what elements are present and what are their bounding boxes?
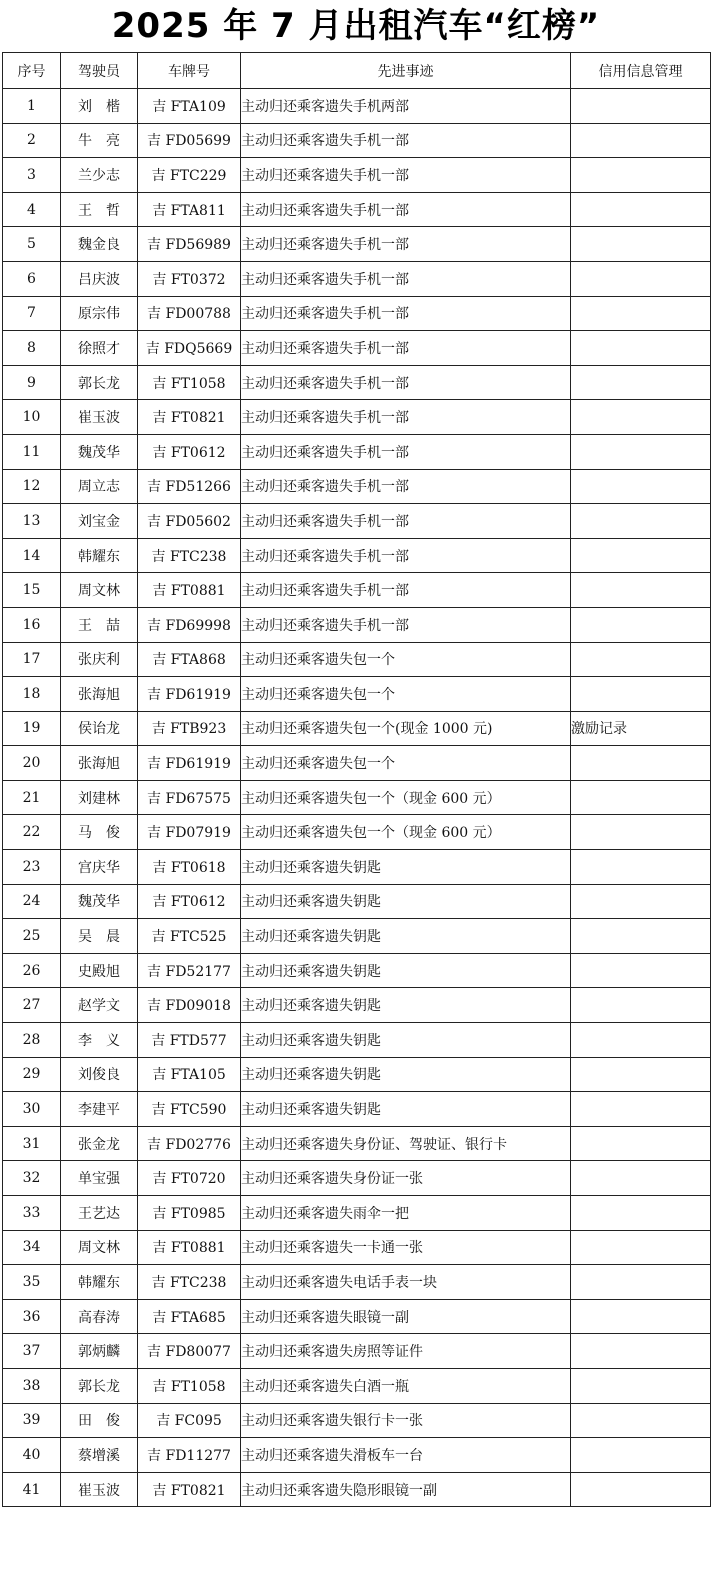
table-row xyxy=(3,919,711,954)
cell-credit xyxy=(571,538,711,573)
table-row xyxy=(3,296,711,331)
cell-plate: 吉 FC095 xyxy=(138,1403,241,1438)
cell-driver: 田 俊 xyxy=(61,1403,138,1438)
cell-deed: 主动归还乘客遗失包一个(现金 1000 元) xyxy=(241,711,571,746)
cell-no: 3 xyxy=(3,158,61,193)
cell-driver: 周立志 xyxy=(61,469,138,504)
cell-plate: 吉 FD80077 xyxy=(138,1334,241,1369)
table-row xyxy=(3,1403,711,1438)
cell-plate: 吉 FTA685 xyxy=(138,1299,241,1334)
cell-plate: 吉 FTC590 xyxy=(138,1092,241,1127)
cell-driver: 李建平 xyxy=(61,1092,138,1127)
table-row xyxy=(3,261,711,296)
cell-driver: 蔡增溪 xyxy=(61,1438,138,1473)
cell-credit xyxy=(571,331,711,366)
cell-credit xyxy=(571,1299,711,1334)
cell-deed: 主动归还乘客遗失手机一部 xyxy=(241,261,571,296)
cell-driver: 张庆利 xyxy=(61,642,138,677)
cell-deed: 主动归还乘客遗失手机一部 xyxy=(241,573,571,608)
cell-no: 2 xyxy=(3,123,61,158)
cell-no: 9 xyxy=(3,365,61,400)
cell-deed: 主动归还乘客遗失钥匙 xyxy=(241,850,571,885)
cell-driver: 史殿旭 xyxy=(61,953,138,988)
cell-deed: 主动归还乘客遗失滑板车一台 xyxy=(241,1438,571,1473)
table-row xyxy=(3,1126,711,1161)
cell-driver: 徐照才 xyxy=(61,331,138,366)
cell-no: 12 xyxy=(3,469,61,504)
cell-deed: 主动归还乘客遗失房照等证件 xyxy=(241,1334,571,1369)
cell-credit xyxy=(571,850,711,885)
cell-plate: 吉 FTC238 xyxy=(138,538,241,573)
cell-credit xyxy=(571,746,711,781)
cell-deed: 主动归还乘客遗失手机一部 xyxy=(241,400,571,435)
cell-no: 24 xyxy=(3,884,61,919)
cell-no: 32 xyxy=(3,1161,61,1196)
cell-no: 17 xyxy=(3,642,61,677)
cell-credit xyxy=(571,919,711,954)
table-row xyxy=(3,1196,711,1231)
cell-credit xyxy=(571,642,711,677)
cell-deed: 主动归还乘客遗失手机一部 xyxy=(241,296,571,331)
table-row xyxy=(3,504,711,539)
cell-driver: 兰少志 xyxy=(61,158,138,193)
cell-no: 5 xyxy=(3,227,61,262)
cell-plate: 吉 FD02776 xyxy=(138,1126,241,1161)
cell-plate: 吉 FD61919 xyxy=(138,677,241,712)
cell-driver: 魏茂华 xyxy=(61,434,138,469)
table-row xyxy=(3,192,711,227)
table-row xyxy=(3,434,711,469)
table-row xyxy=(3,365,711,400)
table-row xyxy=(3,573,711,608)
cell-plate: 吉 FTA105 xyxy=(138,1057,241,1092)
cell-no: 23 xyxy=(3,850,61,885)
table-row xyxy=(3,538,711,573)
cell-driver: 刘建林 xyxy=(61,780,138,815)
cell-plate: 吉 FTA109 xyxy=(138,89,241,124)
cell-deed: 主动归还乘客遗失手机两部 xyxy=(241,89,571,124)
table-row xyxy=(3,815,711,850)
table-row xyxy=(3,1299,711,1334)
cell-plate: 吉 FD67575 xyxy=(138,780,241,815)
cell-credit xyxy=(571,1196,711,1231)
header-no: 序号 xyxy=(3,53,61,89)
cell-no: 25 xyxy=(3,919,61,954)
cell-no: 18 xyxy=(3,677,61,712)
cell-credit xyxy=(571,261,711,296)
cell-driver: 高春涛 xyxy=(61,1299,138,1334)
cell-no: 10 xyxy=(3,400,61,435)
cell-plate: 吉 FD09018 xyxy=(138,988,241,1023)
cell-driver: 牛 亮 xyxy=(61,123,138,158)
cell-plate: 吉 FD07919 xyxy=(138,815,241,850)
table-row xyxy=(3,607,711,642)
header-driver: 驾驶员 xyxy=(61,53,138,89)
cell-credit xyxy=(571,296,711,331)
cell-plate: 吉 FT0372 xyxy=(138,261,241,296)
table-row xyxy=(3,123,711,158)
cell-no: 29 xyxy=(3,1057,61,1092)
cell-driver: 刘宝金 xyxy=(61,504,138,539)
cell-credit xyxy=(571,89,711,124)
cell-plate: 吉 FTD577 xyxy=(138,1023,241,1058)
cell-driver: 郭长龙 xyxy=(61,365,138,400)
table-row xyxy=(3,227,711,262)
table-row xyxy=(3,1057,711,1092)
cell-driver: 张海旭 xyxy=(61,746,138,781)
cell-plate: 吉 FD61919 xyxy=(138,746,241,781)
cell-credit xyxy=(571,158,711,193)
table-row xyxy=(3,884,711,919)
cell-credit xyxy=(571,1161,711,1196)
cell-deed: 主动归还乘客遗失手机一部 xyxy=(241,123,571,158)
cell-credit xyxy=(571,573,711,608)
cell-deed: 主动归还乘客遗失手机一部 xyxy=(241,365,571,400)
cell-deed: 主动归还乘客遗失钥匙 xyxy=(241,1057,571,1092)
cell-plate: 吉 FT0618 xyxy=(138,850,241,885)
cell-plate: 吉 FD11277 xyxy=(138,1438,241,1473)
cell-deed: 主动归还乘客遗失手机一部 xyxy=(241,192,571,227)
cell-deed: 主动归还乘客遗失钥匙 xyxy=(241,919,571,954)
table-row xyxy=(3,746,711,781)
cell-deed: 主动归还乘客遗失眼镜一副 xyxy=(241,1299,571,1334)
cell-plate: 吉 FTA811 xyxy=(138,192,241,227)
cell-plate: 吉 FD00788 xyxy=(138,296,241,331)
cell-deed: 主动归还乘客遗失身份证、驾驶证、银行卡 xyxy=(241,1126,571,1161)
cell-driver: 李 义 xyxy=(61,1023,138,1058)
cell-no: 33 xyxy=(3,1196,61,1231)
cell-driver: 韩耀东 xyxy=(61,538,138,573)
cell-plate: 吉 FD51266 xyxy=(138,469,241,504)
cell-deed: 主动归还乘客遗失钥匙 xyxy=(241,1023,571,1058)
cell-plate: 吉 FT0612 xyxy=(138,884,241,919)
cell-plate: 吉 FT0985 xyxy=(138,1196,241,1231)
cell-credit: 激励记录 xyxy=(571,711,711,746)
cell-driver: 原宗伟 xyxy=(61,296,138,331)
table-row xyxy=(3,780,711,815)
table-row xyxy=(3,1265,711,1300)
cell-credit xyxy=(571,815,711,850)
cell-driver: 刘俊良 xyxy=(61,1057,138,1092)
cell-deed: 主动归还乘客遗失银行卡一张 xyxy=(241,1403,571,1438)
cell-deed: 主动归还乘客遗失手机一部 xyxy=(241,434,571,469)
cell-driver: 吴 晨 xyxy=(61,919,138,954)
cell-deed: 主动归还乘客遗失雨伞一把 xyxy=(241,1196,571,1231)
cell-no: 37 xyxy=(3,1334,61,1369)
cell-plate: 吉 FT0821 xyxy=(138,400,241,435)
cell-credit xyxy=(571,780,711,815)
cell-credit xyxy=(571,469,711,504)
cell-no: 16 xyxy=(3,607,61,642)
cell-driver: 崔玉波 xyxy=(61,400,138,435)
cell-credit xyxy=(571,1057,711,1092)
table-header-row xyxy=(3,53,711,89)
cell-no: 21 xyxy=(3,780,61,815)
cell-deed: 主动归还乘客遗失手机一部 xyxy=(241,504,571,539)
cell-plate: 吉 FTC525 xyxy=(138,919,241,954)
cell-plate: 吉 FD05602 xyxy=(138,504,241,539)
table-row xyxy=(3,1161,711,1196)
cell-credit xyxy=(571,953,711,988)
cell-plate: 吉 FT0881 xyxy=(138,573,241,608)
table-row xyxy=(3,642,711,677)
cell-credit xyxy=(571,1092,711,1127)
cell-no: 11 xyxy=(3,434,61,469)
cell-deed: 主动归还乘客遗失手机一部 xyxy=(241,469,571,504)
cell-deed: 主动归还乘客遗失隐形眼镜一副 xyxy=(241,1472,571,1507)
cell-credit xyxy=(571,884,711,919)
cell-driver: 张金龙 xyxy=(61,1126,138,1161)
header-credit: 信用信息管理 xyxy=(571,53,711,89)
cell-no: 30 xyxy=(3,1092,61,1127)
table-row xyxy=(3,1438,711,1473)
cell-plate: 吉 FTC229 xyxy=(138,158,241,193)
cell-driver: 宫庆华 xyxy=(61,850,138,885)
cell-driver: 王 喆 xyxy=(61,607,138,642)
cell-no: 34 xyxy=(3,1230,61,1265)
cell-credit xyxy=(571,1438,711,1473)
table-row xyxy=(3,850,711,885)
cell-credit xyxy=(571,504,711,539)
cell-no: 8 xyxy=(3,331,61,366)
cell-credit xyxy=(571,1023,711,1058)
cell-no: 1 xyxy=(3,89,61,124)
header-deed: 先进事迹 xyxy=(241,53,571,89)
cell-no: 6 xyxy=(3,261,61,296)
header-plate: 车牌号 xyxy=(138,53,241,89)
cell-no: 22 xyxy=(3,815,61,850)
cell-no: 13 xyxy=(3,504,61,539)
cell-driver: 魏金良 xyxy=(61,227,138,262)
cell-credit xyxy=(571,1126,711,1161)
table-row xyxy=(3,469,711,504)
cell-deed: 主动归还乘客遗失钥匙 xyxy=(241,953,571,988)
cell-driver: 刘 楷 xyxy=(61,89,138,124)
cell-no: 27 xyxy=(3,988,61,1023)
cell-driver: 周文林 xyxy=(61,573,138,608)
cell-no: 40 xyxy=(3,1438,61,1473)
cell-plate: 吉 FT0821 xyxy=(138,1472,241,1507)
cell-driver: 单宝强 xyxy=(61,1161,138,1196)
cell-credit xyxy=(571,1230,711,1265)
cell-driver: 郭炳麟 xyxy=(61,1334,138,1369)
cell-deed: 主动归还乘客遗失手机一部 xyxy=(241,158,571,193)
cell-driver: 郭长龙 xyxy=(61,1368,138,1403)
cell-no: 39 xyxy=(3,1403,61,1438)
table-row xyxy=(3,711,711,746)
cell-credit xyxy=(571,1368,711,1403)
cell-plate: 吉 FT1058 xyxy=(138,365,241,400)
cell-credit xyxy=(571,123,711,158)
table-row xyxy=(3,953,711,988)
cell-no: 19 xyxy=(3,711,61,746)
cell-credit xyxy=(571,1472,711,1507)
cell-driver: 张海旭 xyxy=(61,677,138,712)
cell-plate: 吉 FD52177 xyxy=(138,953,241,988)
cell-plate: 吉 FT0612 xyxy=(138,434,241,469)
cell-deed: 主动归还乘客遗失手机一部 xyxy=(241,538,571,573)
cell-deed: 主动归还乘客遗失一卡通一张 xyxy=(241,1230,571,1265)
table-row xyxy=(3,988,711,1023)
cell-driver: 王 哲 xyxy=(61,192,138,227)
cell-credit xyxy=(571,400,711,435)
cell-deed: 主动归还乘客遗失手机一部 xyxy=(241,331,571,366)
cell-driver: 周文林 xyxy=(61,1230,138,1265)
cell-no: 7 xyxy=(3,296,61,331)
cell-credit xyxy=(571,227,711,262)
table-row xyxy=(3,400,711,435)
cell-deed: 主动归还乘客遗失电话手表一块 xyxy=(241,1265,571,1300)
cell-plate: 吉 FTA868 xyxy=(138,642,241,677)
cell-no: 15 xyxy=(3,573,61,608)
cell-driver: 赵学文 xyxy=(61,988,138,1023)
cell-plate: 吉 FTB923 xyxy=(138,711,241,746)
cell-deed: 主动归还乘客遗失包一个 xyxy=(241,746,571,781)
table-row xyxy=(3,1334,711,1369)
cell-deed: 主动归还乘客遗失钥匙 xyxy=(241,988,571,1023)
cell-credit xyxy=(571,434,711,469)
cell-driver: 吕庆波 xyxy=(61,261,138,296)
page-title: 2025 年 7 月出租汽车“红榜” xyxy=(111,6,601,46)
table-row xyxy=(3,1092,711,1127)
cell-no: 28 xyxy=(3,1023,61,1058)
cell-credit xyxy=(571,677,711,712)
cell-deed: 主动归还乘客遗失手机一部 xyxy=(241,607,571,642)
table-row xyxy=(3,331,711,366)
cell-driver: 马 俊 xyxy=(61,815,138,850)
cell-driver: 韩耀东 xyxy=(61,1265,138,1300)
cell-driver: 魏茂华 xyxy=(61,884,138,919)
cell-no: 41 xyxy=(3,1472,61,1507)
honor-roll-table xyxy=(2,52,711,1507)
cell-driver: 侯诒龙 xyxy=(61,711,138,746)
cell-plate: 吉 FD56989 xyxy=(138,227,241,262)
cell-no: 20 xyxy=(3,746,61,781)
cell-no: 14 xyxy=(3,538,61,573)
cell-deed: 主动归还乘客遗失包一个 xyxy=(241,677,571,712)
table-row xyxy=(3,158,711,193)
cell-credit xyxy=(571,365,711,400)
cell-deed: 主动归还乘客遗失包一个 xyxy=(241,642,571,677)
cell-no: 35 xyxy=(3,1265,61,1300)
cell-deed: 主动归还乘客遗失钥匙 xyxy=(241,1092,571,1127)
cell-deed: 主动归还乘客遗失手机一部 xyxy=(241,227,571,262)
cell-no: 26 xyxy=(3,953,61,988)
cell-credit xyxy=(571,192,711,227)
cell-deed: 主动归还乘客遗失包一个（现金 600 元） xyxy=(241,780,571,815)
cell-deed: 主动归还乘客遗失白酒一瓶 xyxy=(241,1368,571,1403)
cell-deed: 主动归还乘客遗失身份证一张 xyxy=(241,1161,571,1196)
cell-credit xyxy=(571,607,711,642)
table-body xyxy=(3,89,711,1507)
table-row xyxy=(3,1472,711,1507)
table-row xyxy=(3,1368,711,1403)
cell-credit xyxy=(571,1403,711,1438)
cell-plate: 吉 FT0720 xyxy=(138,1161,241,1196)
cell-deed: 主动归还乘客遗失钥匙 xyxy=(241,884,571,919)
cell-no: 4 xyxy=(3,192,61,227)
cell-plate: 吉 FDQ5669 xyxy=(138,331,241,366)
cell-driver: 王艺达 xyxy=(61,1196,138,1231)
table-row xyxy=(3,1023,711,1058)
cell-deed: 主动归还乘客遗失包一个（现金 600 元） xyxy=(241,815,571,850)
cell-plate: 吉 FT0881 xyxy=(138,1230,241,1265)
cell-plate: 吉 FT1058 xyxy=(138,1368,241,1403)
cell-credit xyxy=(571,988,711,1023)
cell-plate: 吉 FD69998 xyxy=(138,607,241,642)
table-row xyxy=(3,677,711,712)
cell-credit xyxy=(571,1265,711,1300)
cell-no: 36 xyxy=(3,1299,61,1334)
cell-plate: 吉 FTC238 xyxy=(138,1265,241,1300)
table-row xyxy=(3,1230,711,1265)
cell-driver: 崔玉波 xyxy=(61,1472,138,1507)
cell-plate: 吉 FD05699 xyxy=(138,123,241,158)
cell-credit xyxy=(571,1334,711,1369)
cell-no: 38 xyxy=(3,1368,61,1403)
table-row xyxy=(3,89,711,124)
cell-no: 31 xyxy=(3,1126,61,1161)
